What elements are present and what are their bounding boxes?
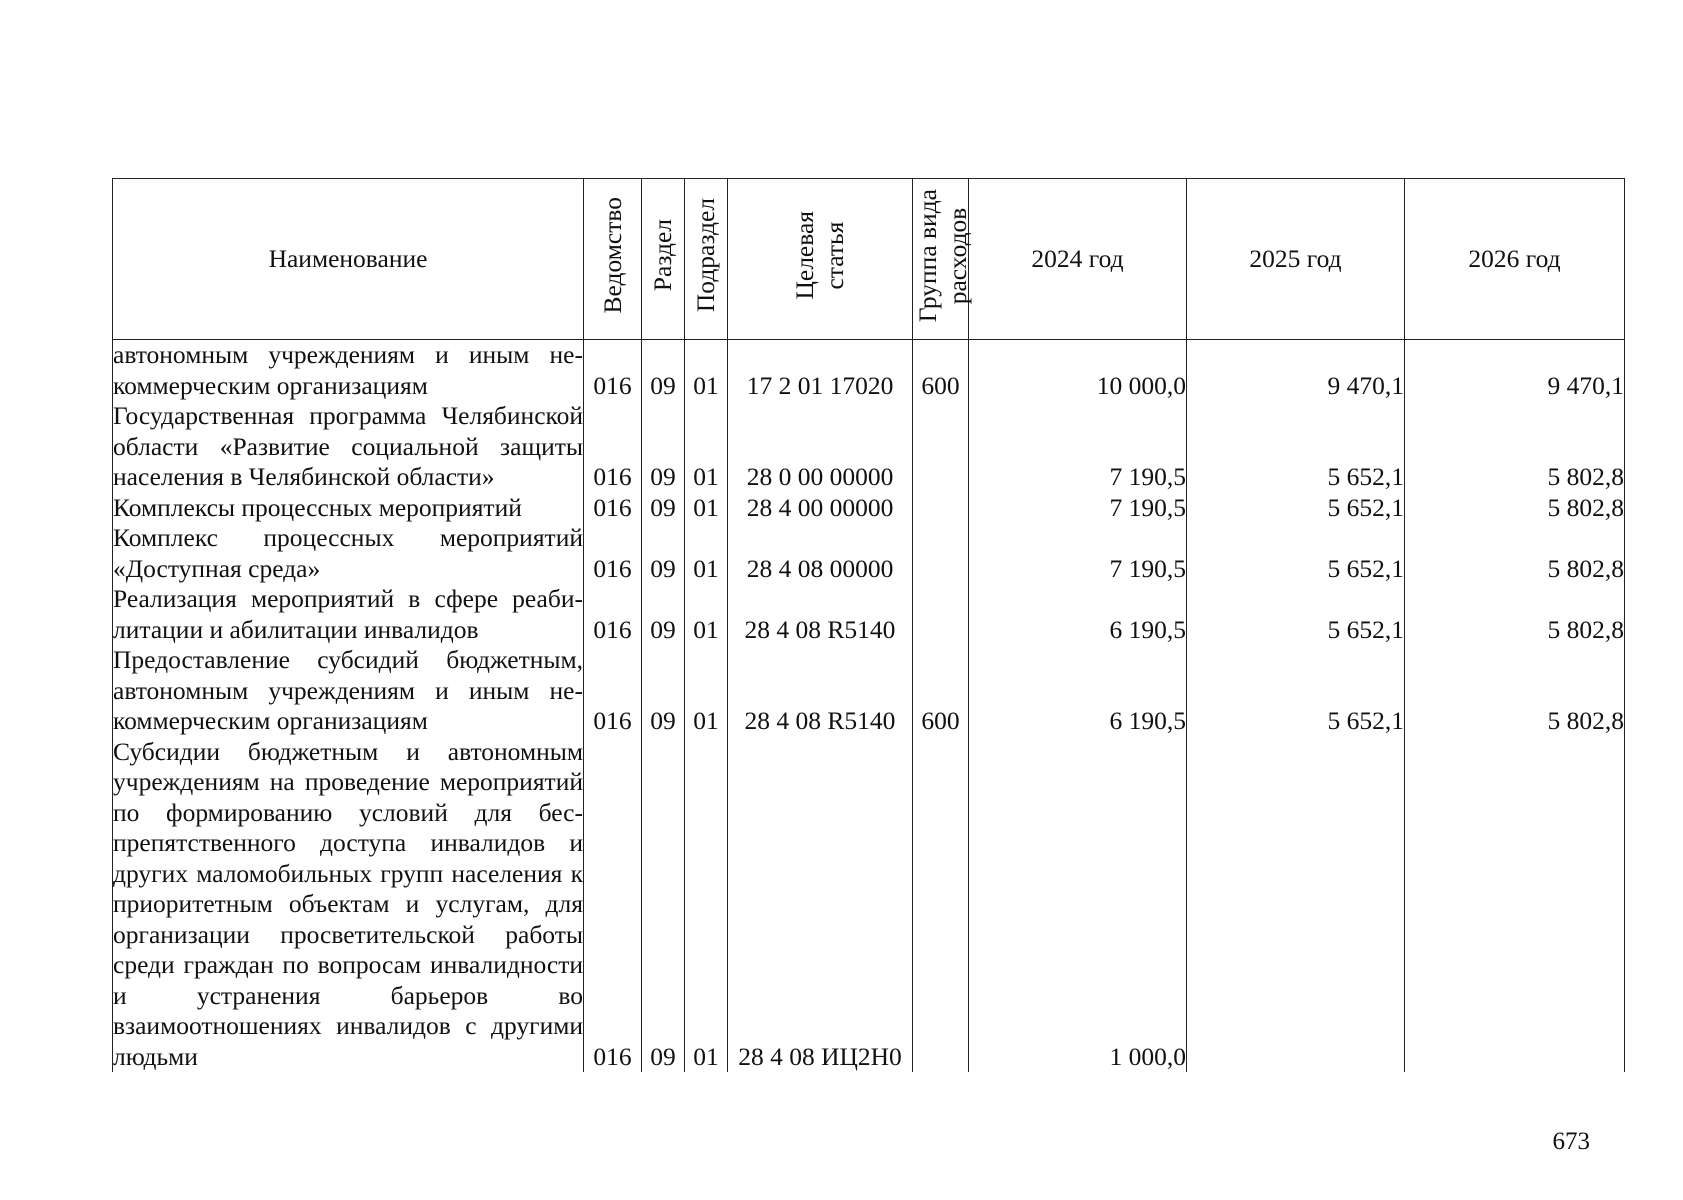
row-2025: 5 652,1	[1187, 493, 1405, 524]
row-vedomstvo: 016	[584, 493, 642, 524]
row-podrazdel: 01	[685, 340, 728, 402]
row-vedomstvo: 016	[584, 401, 642, 493]
row-name: Комплекс процессных мероприятий «Доступная среда»	[113, 523, 583, 583]
row-vedomstvo: 016	[584, 737, 642, 1073]
row-2024: 1 000,0	[969, 737, 1187, 1073]
row-celevaya: 17 2 01 17020	[728, 340, 913, 402]
row-name: Субсидии бюджетным и автономным учреждениям на проведение мероприятий по формированию условий для беспрепятственного доступа инвалидов и других маломобильных групп населения к приоритетным объектам и услугам, для организации просветительской работы среди граждан по вопросам инвалидности и устранения барьеров во взаимоотношениях инвалидов с другими людьми	[113, 736, 583, 1071]
row-razdel: 09	[642, 523, 685, 584]
table-row	[113, 401, 1625, 493]
row-2026: 5 802,8	[1405, 493, 1625, 524]
row-2026: 9 470,1	[1405, 340, 1625, 402]
row-gruppa: 600	[913, 645, 969, 737]
row-celevaya: 28 4 08 R5140	[728, 645, 913, 737]
row-2024: 6 190,5	[969, 584, 1187, 645]
table-header-row	[113, 179, 1625, 340]
row-podrazdel: 01	[685, 523, 728, 584]
row-celevaya: 28 0 00 00000	[728, 401, 913, 493]
row-2024: 7 190,5	[969, 401, 1187, 493]
row-podrazdel: 01	[685, 737, 728, 1073]
header-vedomstvo: Ведомство	[584, 179, 642, 340]
header-podrazdel: Подраздел	[685, 179, 728, 340]
row-gruppa	[913, 584, 969, 645]
row-2025: 5 652,1	[1187, 523, 1405, 584]
row-celevaya: 28 4 08 ИЦ2Н0	[728, 737, 913, 1073]
table-row	[113, 340, 1625, 402]
table-row	[113, 584, 1625, 645]
header-name: Наименование	[113, 179, 584, 340]
header-2024: 2024 год	[969, 179, 1187, 340]
row-podrazdel: 01	[685, 401, 728, 493]
row-vedomstvo: 016	[584, 340, 642, 402]
row-vedomstvo: 016	[584, 523, 642, 584]
budget-table	[112, 178, 1625, 1072]
row-2025: 9 470,1	[1187, 340, 1405, 402]
row-name: Реализация мероприятий в сфере реабилитации и абилитации инвалидов	[113, 584, 583, 644]
row-name: Комплексы процессных мероприятий	[113, 493, 584, 524]
row-2026: 5 802,8	[1405, 584, 1625, 645]
row-razdel: 09	[642, 737, 685, 1073]
table-row	[113, 523, 1625, 584]
row-celevaya: 28 4 08 00000	[728, 523, 913, 584]
row-podrazdel: 01	[685, 493, 728, 524]
row-2024: 6 190,5	[969, 645, 1187, 737]
header-gruppa-vida-rashodov: Группа вида расходов	[913, 179, 969, 340]
row-vedomstvo: 016	[584, 584, 642, 645]
row-gruppa: 600	[913, 340, 969, 402]
row-2026	[1405, 737, 1625, 1073]
row-razdel: 09	[642, 584, 685, 645]
row-name: автономным учреждениям и иным некоммерческим организациям	[113, 340, 583, 400]
row-2026: 5 802,8	[1405, 523, 1625, 584]
row-razdel: 09	[642, 340, 685, 402]
row-2026: 5 802,8	[1405, 645, 1625, 737]
row-razdel: 09	[642, 493, 685, 524]
table-row	[113, 493, 1625, 524]
header-2026: 2026 год	[1405, 179, 1625, 340]
header-celevaya-statya: Целевая статья	[728, 179, 913, 340]
row-name: Государственная программа Челябинской области «Развитие социальной защиты населения в Челябинской области»	[113, 401, 583, 491]
row-celevaya: 28 4 00 00000	[728, 493, 913, 524]
row-vedomstvo: 016	[584, 645, 642, 737]
row-2025: 5 652,1	[1187, 645, 1405, 737]
row-2024: 7 190,5	[969, 493, 1187, 524]
row-2024: 10 000,0	[969, 340, 1187, 402]
table-row	[113, 737, 1625, 1073]
row-razdel: 09	[642, 645, 685, 737]
row-podrazdel: 01	[685, 645, 728, 737]
page-number: 673	[1552, 1128, 1590, 1155]
row-gruppa	[913, 737, 969, 1073]
row-2026: 5 802,8	[1405, 401, 1625, 493]
row-celevaya: 28 4 08 R5140	[728, 584, 913, 645]
row-2025: 5 652,1	[1187, 401, 1405, 493]
row-gruppa	[913, 401, 969, 493]
row-name: Предоставление субсидий бюджетным, автономным учреждениям и иным некоммерческим организациям	[113, 645, 583, 735]
row-2025	[1187, 737, 1405, 1073]
row-gruppa	[913, 523, 969, 584]
row-2024: 7 190,5	[969, 523, 1187, 584]
row-podrazdel: 01	[685, 584, 728, 645]
header-2025: 2025 год	[1187, 179, 1405, 340]
table-row	[113, 645, 1625, 737]
row-gruppa	[913, 493, 969, 524]
row-2025: 5 652,1	[1187, 584, 1405, 645]
header-razdel: Раздел	[642, 179, 685, 340]
row-razdel: 09	[642, 401, 685, 493]
